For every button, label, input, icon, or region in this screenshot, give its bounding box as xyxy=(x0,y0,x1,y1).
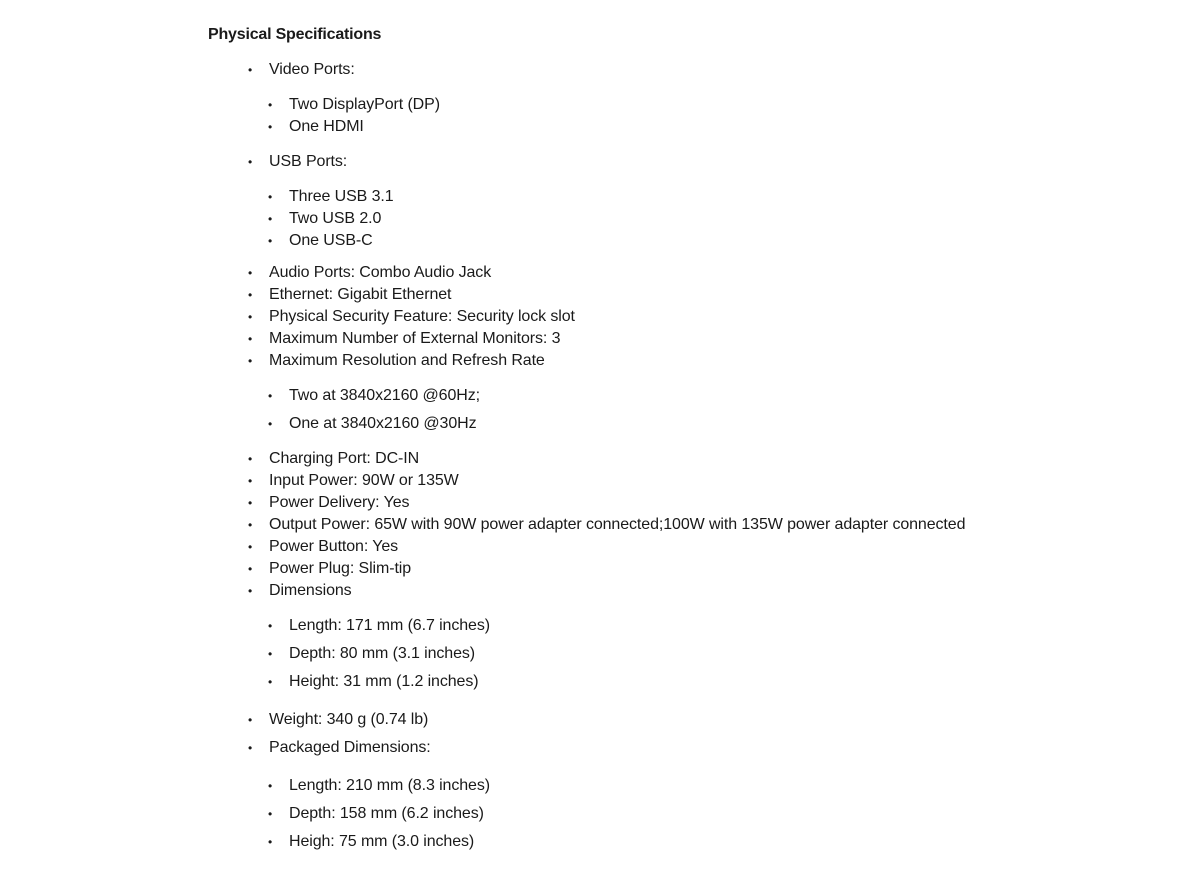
spec-label: Packaged Dimensions: xyxy=(269,739,431,756)
bullet-icon: • xyxy=(268,835,273,849)
spec-label: USB Ports: xyxy=(269,153,348,170)
bullet-icon: • xyxy=(248,266,253,280)
bullet-icon: • xyxy=(248,332,253,346)
spec-item-power-plug xyxy=(248,559,412,579)
bullet-icon: • xyxy=(248,474,253,488)
sub-item xyxy=(268,117,364,137)
bullet-icon: • xyxy=(268,675,273,689)
sub-item xyxy=(268,187,394,207)
sub-item-text: Heigh: 75 mm (3.0 inches) xyxy=(289,833,475,850)
bullet-icon: • xyxy=(248,741,253,755)
bullet-icon: • xyxy=(248,713,253,727)
section-title: Physical Specifications xyxy=(208,26,382,43)
bullet-icon: • xyxy=(268,120,273,134)
spec-text: Audio Ports: Combo Audio Jack xyxy=(269,264,492,281)
spec-text: Charging Port: DC-IN xyxy=(269,450,420,467)
bullet-icon: • xyxy=(248,354,253,368)
sub-item-text: Two USB 2.0 xyxy=(289,210,382,227)
spec-label: Dimensions xyxy=(269,582,352,599)
spec-item-max-resolution xyxy=(248,351,545,371)
bullet-icon: • xyxy=(248,288,253,302)
bullet-icon: • xyxy=(248,562,253,576)
spec-item-usb-ports xyxy=(248,152,348,172)
bullet-icon: • xyxy=(268,212,273,226)
spec-item-input-power xyxy=(248,471,459,491)
spec-text: Maximum Number of External Monitors: 3 xyxy=(269,330,561,347)
bullet-icon: • xyxy=(248,155,253,169)
spec-item-ethernet xyxy=(248,285,452,305)
bullet-icon: • xyxy=(268,190,273,204)
sub-item-text: One HDMI xyxy=(289,118,364,135)
spec-item-security xyxy=(248,307,575,327)
bullet-icon: • xyxy=(268,647,273,661)
spec-text: Physical Security Feature: Security lock slot xyxy=(269,308,575,325)
bullet-icon: • xyxy=(248,584,253,598)
spec-text: Weight: 340 g (0.74 lb) xyxy=(269,711,429,728)
spec-text: Power Button: Yes xyxy=(269,538,399,555)
spec-item-audio xyxy=(248,263,492,283)
sub-item xyxy=(268,231,373,251)
bullet-icon: • xyxy=(268,417,273,431)
bullet-icon: • xyxy=(268,807,273,821)
spec-text: Ethernet: Gigabit Ethernet xyxy=(269,286,452,303)
bullet-icon: • xyxy=(268,389,273,403)
sub-item xyxy=(268,644,476,664)
bullet-icon: • xyxy=(248,63,253,77)
sub-item-text: Length: 210 mm (8.3 inches) xyxy=(289,777,490,794)
bullet-icon: • xyxy=(248,518,253,532)
bullet-icon: • xyxy=(248,452,253,466)
bullet-icon: • xyxy=(248,496,253,510)
bullet-icon: • xyxy=(248,540,253,554)
sub-item-text: One at 3840x2160 @30Hz xyxy=(289,415,477,432)
spec-item-output-power xyxy=(248,515,966,535)
sub-item xyxy=(268,832,475,852)
sub-item-text: Height: 31 mm (1.2 inches) xyxy=(289,673,479,690)
spec-label: Maximum Resolution and Refresh Rate xyxy=(269,352,545,369)
spec-text: Input Power: 90W or 135W xyxy=(269,472,459,489)
sub-item-text: Depth: 158 mm (6.2 inches) xyxy=(289,805,484,822)
bullet-icon: • xyxy=(248,310,253,324)
bullet-icon: • xyxy=(268,619,273,633)
sub-item-text: Three USB 3.1 xyxy=(289,188,394,205)
bullet-icon: • xyxy=(268,234,273,248)
spec-item-charging-port xyxy=(248,449,420,469)
spec-item-power-button xyxy=(248,537,399,557)
sub-item-text: One USB-C xyxy=(289,232,373,249)
sub-item-text: Two DisplayPort (DP) xyxy=(289,96,440,113)
spec-item-packaged-dimensions xyxy=(248,738,431,758)
spec-item-max-monitors xyxy=(248,329,561,349)
spec-item-video-ports xyxy=(248,60,355,80)
spec-item-power-delivery xyxy=(248,493,410,513)
sub-item xyxy=(268,414,477,434)
bullet-icon: • xyxy=(268,779,273,793)
spec-label: Video Ports: xyxy=(269,61,355,78)
sub-item-text: Depth: 80 mm (3.1 inches) xyxy=(289,645,476,662)
spec-item-weight xyxy=(248,710,429,730)
sub-item xyxy=(268,95,440,115)
sub-item xyxy=(268,616,490,636)
sub-item xyxy=(268,776,490,796)
sub-item xyxy=(268,209,382,229)
spec-text: Output Power: 65W with 90W power adapter connected;100W with 135W power adapter connected xyxy=(269,516,966,533)
spec-text: Power Plug: Slim-tip xyxy=(269,560,412,577)
sub-item xyxy=(268,672,479,692)
sub-item xyxy=(268,804,484,824)
spec-item-dimensions xyxy=(248,581,352,601)
sub-item xyxy=(268,386,480,406)
spec-text: Power Delivery: Yes xyxy=(269,494,410,511)
sub-item-text: Two at 3840x2160 @60Hz; xyxy=(289,387,480,404)
sub-item-text: Length: 171 mm (6.7 inches) xyxy=(289,617,490,634)
bullet-icon: • xyxy=(268,98,273,112)
